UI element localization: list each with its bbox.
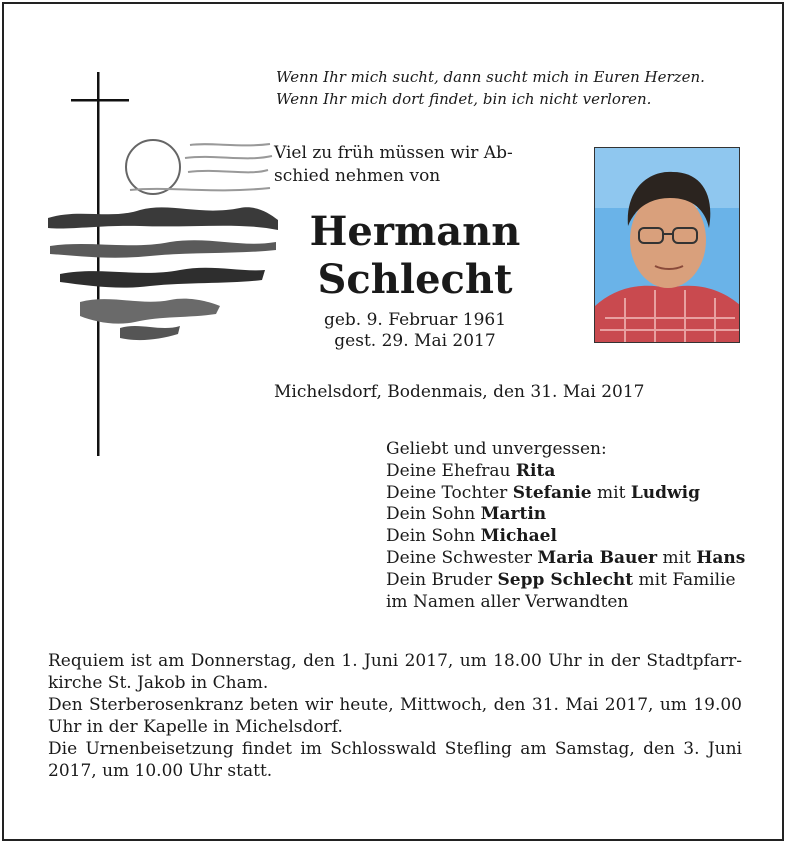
moon-shape — [126, 140, 180, 194]
death-date: gest. 29. Mai 2017 — [334, 331, 496, 351]
motto-line-2: Wenn Ihr mich dort findet, bin ich nicht verloren. — [276, 90, 652, 108]
cross-vertical-beam — [97, 72, 100, 456]
requiem-paragraph: Requiem ist am Donnerstag, den 1. Juni 2017, um 18.00 Uhr in der Stadtpfarrkirche St. Jakob in Cham. — [48, 651, 742, 693]
deceased-first-name: Hermann — [309, 208, 521, 255]
motto-verse — [276, 66, 756, 110]
urn-burial-paragraph: Die Urnenbeisetzung findet im Schlosswald Stefling am Samstag, den 3. Juni 2017, um 10.00 Uhr statt. — [48, 739, 742, 781]
mourner-line: Deine Tochter Stefanie mit Ludwig — [386, 482, 700, 503]
deceased-last-name: Schlecht — [317, 256, 513, 303]
mourners-closing: im Namen aller Verwandten — [386, 591, 629, 612]
birth-date: geb. 9. Februar 1961 — [323, 310, 507, 330]
motto-line-1: Wenn Ihr mich sucht, dann sucht mich in Euren Herzen. — [276, 68, 705, 86]
mourner-line: Dein Sohn Michael — [386, 526, 557, 547]
life-dates — [270, 310, 560, 352]
intro-line-2: schied nehmen von — [274, 166, 441, 186]
mourners-list — [386, 439, 745, 613]
rosary-paragraph: Den Sterberosenkranz beten wir heute, Mittwoch, den 31. Mai 2017, um 19.00 Uhr in der Kapelle in Michelsdorf. — [48, 695, 742, 737]
intro-text — [274, 142, 554, 188]
cross-horizontal-beam — [71, 99, 129, 102]
mountain-ridges — [48, 207, 278, 340]
cross-landscape-illustration — [40, 70, 280, 460]
service-notice — [48, 650, 742, 782]
mourner-line: Deine Schwester Maria Bauer mit Hans — [386, 547, 746, 568]
intro-line-1: Viel zu früh müssen wir Ab- — [274, 143, 513, 163]
place-and-date: Michelsdorf, Bodenmais, den 31. Mai 2017 — [274, 382, 645, 402]
portrait-photo — [594, 147, 740, 343]
portrait-image — [595, 148, 740, 343]
mourner-line: Dein Bruder Sepp Schlecht mit Familie — [386, 569, 736, 590]
mourner-line: Deine Ehefrau Rita — [386, 460, 556, 481]
mourner-line: Dein Sohn Martin — [386, 504, 547, 525]
mourners-heading: Geliebt und unvergessen: — [386, 439, 607, 459]
